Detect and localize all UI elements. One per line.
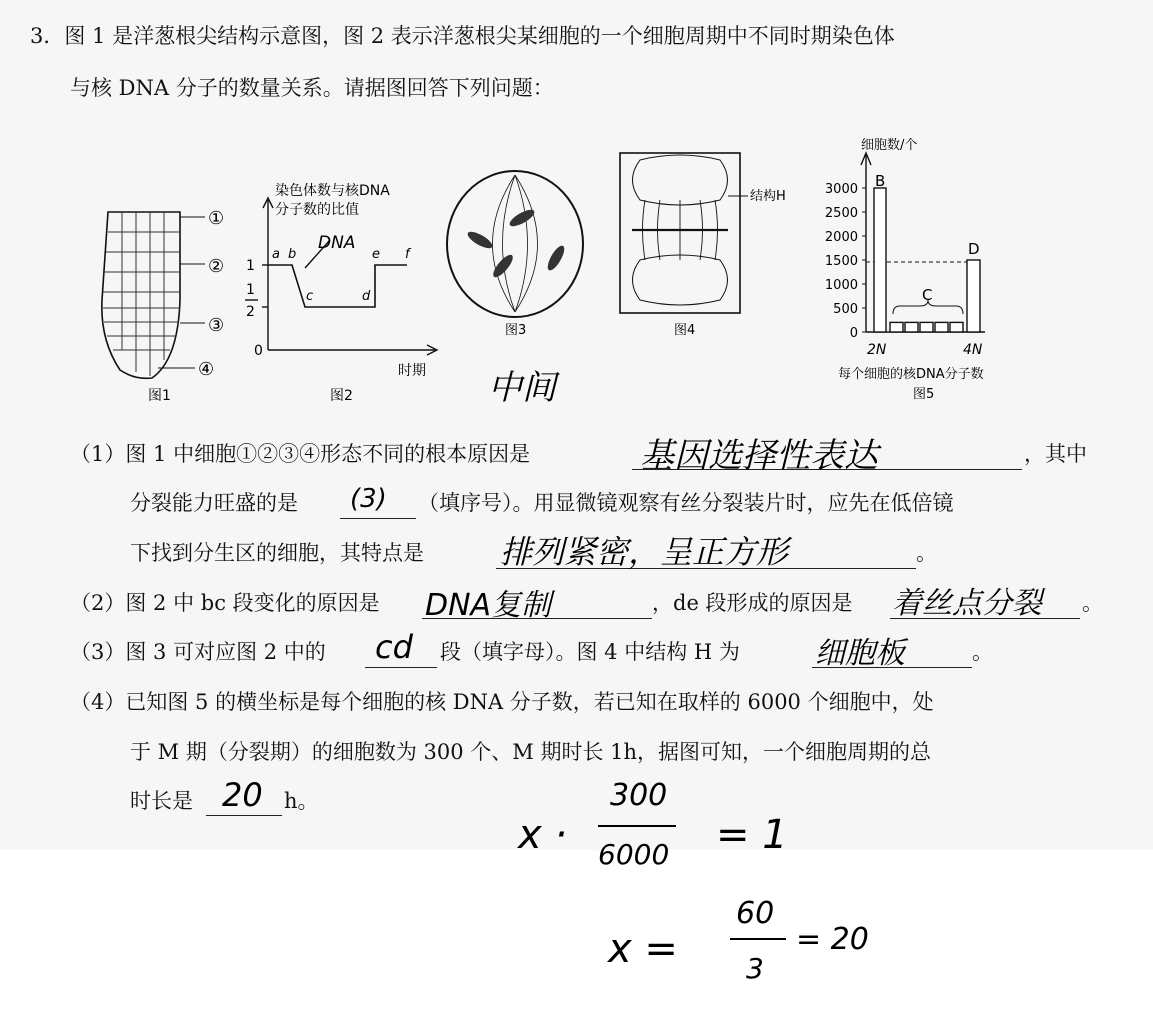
sub2-mid: ，de 段形成的原因是 [652,591,853,615]
fig1-label-2: ② [208,256,225,277]
fig5-ytick-label: 1500 [824,254,858,269]
sub1-line2-prefix: 分裂能力旺盛的是 [130,491,298,515]
fig2-ratio-line [268,265,407,307]
calc1-equals: = 1 [716,812,788,858]
fig2-ytick-1: 1 [246,258,255,274]
sub3-mid: 段（填字母）。图 4 中结构 H 为 [440,640,740,664]
fig4-cell [620,153,740,313]
answer-blank-3a [365,667,437,668]
sub4-line1: （4）已知图 5 的横坐标是每个细胞的核 DNA 分子数，若已知在取样的 6000 个细胞中，处 [70,690,934,714]
fig3-caption: 图3 [505,323,527,338]
handwritten-answer-3a: cd [375,628,413,666]
question-line-2: 与核 DNA 分子的数量关系。请据图回答下列问题： [70,76,554,100]
fig2-point-f: f [405,247,410,262]
fig2-point-a: a [272,247,280,262]
fig5-bar-d [967,260,980,332]
fig5-xtick-2n: 2N [867,342,887,358]
fig2-handwritten-note: DNA [318,233,356,253]
calc2-numerator: 60 [736,896,775,931]
fig3-cell [447,171,583,317]
sub3-prefix: （3）图 3 可对应图 2 中的 [70,640,326,664]
fig2-ytick-half-den: 2 [246,304,255,320]
fig2-caption: 图2 [330,388,353,404]
fig5-bars [874,188,980,332]
handwritten-answer-4: 20 [222,776,263,814]
sub4-line3-prefix: 时长是 [130,789,193,813]
fig1-label-4: ④ [198,359,215,380]
fig5-bar-b [874,188,886,332]
figures [0,0,1153,420]
sub1-line1-suffix: ，其中 [1024,442,1087,466]
fig5-bar-c [950,322,963,332]
handwritten-middle: 中间 [488,368,556,408]
fig5-ytick-label: 1000 [824,278,858,293]
fig2-ylabel-1: 染色体数与核DNA [275,183,390,199]
calc1-fraction-bar [598,825,676,827]
fig2-ylabel-2: 分子数的比值 [275,202,359,218]
fig5-xlabel: 每个细胞的核DNA分子数 [838,367,984,382]
sub4-line2: 于 M 期（分裂期）的细胞数为 300 个、M 期时长 1h，据图可知，一个细胞周期的总 [130,740,932,764]
handwritten-answer-2b: 着丝点分裂 [892,586,1042,621]
sub1-line2-suffix: （填序号）。用显微镜观察有丝分裂装片时，应先在低倍镜 [418,491,954,515]
handwritten-answer-1b: (3) [350,484,387,514]
fig5-yticks [825,182,866,341]
fig5-ytick-label: 2500 [824,206,858,221]
fig5-caption: 图5 [913,387,935,402]
sub3-suffix: 。 [972,640,993,664]
fig5-ytick-label: 2000 [824,230,858,245]
fig1-label-3: ③ [208,315,225,336]
fig5-label-c: C [922,286,933,304]
fig4-caption: 图4 [674,323,696,338]
fig4-label: 结构H [750,189,786,204]
fig5-bar-c [935,322,948,332]
fig1-root-tip [102,212,205,378]
sub4-line3-suffix: h。 [284,789,319,813]
sub2-prefix: （2）图 2 中 bc 段变化的原因是 [70,591,380,615]
fig2-point-c: c [306,289,314,304]
calc2-equals: = 20 [796,922,869,957]
handwritten-answer-2a: DNA复制 [425,588,552,623]
answer-blank-1b [340,518,416,519]
calc2-fraction-bar [730,938,786,940]
fig2-axes [245,198,437,355]
answer-blank-4 [206,815,282,816]
fig5-label-b: B [875,172,886,190]
fig2-point-e: e [372,247,380,262]
fig5-xtick-4n: 4N [963,342,983,358]
fig2-ytick-half-num: 1 [246,282,255,298]
fig1-caption: 图1 [148,388,171,404]
fig1-label-1: ① [208,208,225,229]
question-line-1: 3．图 1 是洋葱根尖结构示意图，图 2 表示洋葱根尖某细胞的一个细胞周期中不同时期染色体 [30,24,895,48]
fig2-ytick-0: 0 [254,343,263,359]
fig5-ylabel: 细胞数/个 [861,138,918,153]
handwritten-answer-1c: 排列紧密，呈正方形 [500,533,789,571]
fig2-point-d: d [362,289,371,304]
fig5-ytick-label: 3000 [824,182,858,197]
handwritten-answer-1a: 基因选择性表达 [640,436,878,476]
calc2-x: x = [608,926,678,972]
calc2-denominator: 3 [746,952,764,985]
calc1-denominator: 6000 [598,838,670,871]
fig5-ytick-label: 0 [849,326,858,341]
fig5-bar-c [890,322,903,332]
calc1-numerator: 300 [610,778,668,813]
fig2-point-b: b [288,247,297,262]
fig5-bar-c [920,322,933,332]
fig5-bar-c [905,322,918,332]
fig2-xlabel: 时期 [398,363,426,379]
sub2-suffix: 。 [1082,591,1103,615]
handwritten-answer-3b: 细胞板 [815,636,905,671]
calc1-x: x · [518,812,568,858]
sub1-line1-prefix: （1）图 1 中细胞①②③④形态不同的根本原因是 [70,442,531,466]
fig5-label-d: D [968,240,980,258]
fig5-ytick-label: 500 [833,302,858,317]
sub1-line3-suffix: 。 [916,541,937,565]
sub1-line3-prefix: 下找到分生区的细胞，其特点是 [130,541,424,565]
